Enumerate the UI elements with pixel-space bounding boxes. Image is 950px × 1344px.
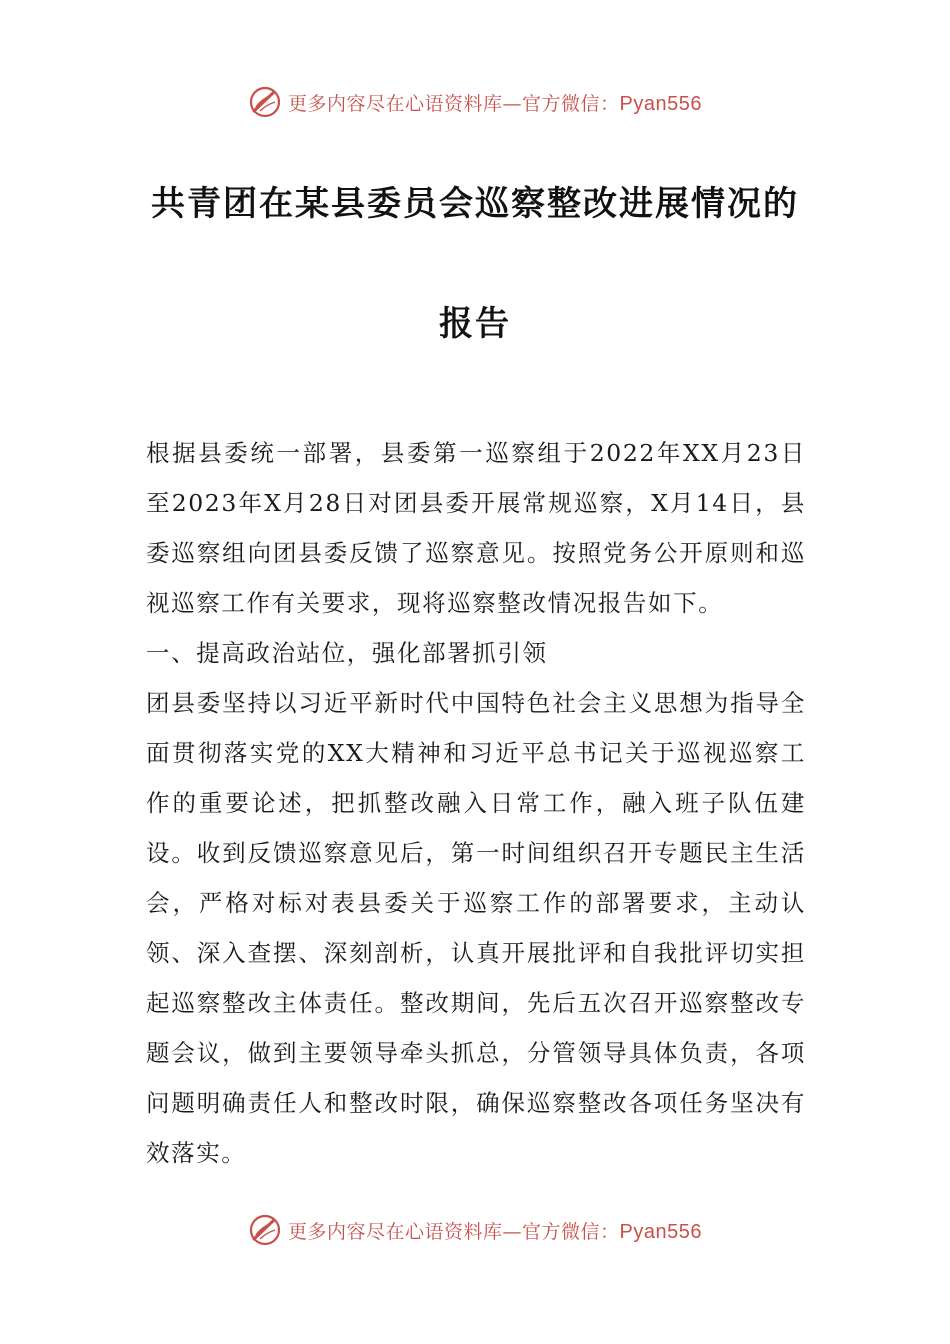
watermark-text [288,1217,702,1244]
document-body [146,428,806,1178]
watermark-wechat-id: Pyan556 [619,1220,702,1243]
document-title-line-1: 共青团在某县委员会巡察整改进展情况的 [151,184,799,224]
watermark-label: 更多内容尽在心语资料库—官方微信： [288,1220,620,1243]
paragraph-section-1: 团县委坚持以习近平新时代中国特色社会主义思想为指导全面贯彻落实党的XX大精神和习近平总书记关于巡视巡察工作的重要论述，把抓整改融入日常工作，融入班子队伍建设。收到反馈巡察意见后，第一时间组织召开专题民主生活会，严格对标对表县委关于巡察工作的部署要求，主动认领、深入查摆、深刻剖析，认真开展批评和自我批评切实担起巡察整改主体责任。整改期间，先后五次召开巡察整改专题会议，做到主要领导牵头抓总，分管领导具体负责，各项问题明确责任人和整改时限，确保巡察整改各项任务坚决有效落实。 [146,689,806,1167]
watermark-text [288,89,702,116]
watermark-wechat-id: Pyan556 [619,92,702,115]
section-heading-1: 一、提高政治站位，强化部署抓引领 [146,639,548,667]
paragraph-intro: 根据县委统一部署，县委第一巡察组于2022年XX月23日至2023年X月28日对团县委开展常规巡察，X月14日，县委巡察组向团县委反馈了巡察意见。按照党务公开原则和巡视巡察工作有关要求，现将巡察整改情况报告如下。 [146,439,806,617]
pen-logo-icon [248,1213,282,1247]
watermark-label: 更多内容尽在心语资料库—官方微信： [288,92,620,115]
document-title-line-2: 报告 [439,304,511,344]
footer-watermark [0,1210,950,1250]
header-watermark [0,82,950,122]
pen-logo-icon [248,85,282,119]
